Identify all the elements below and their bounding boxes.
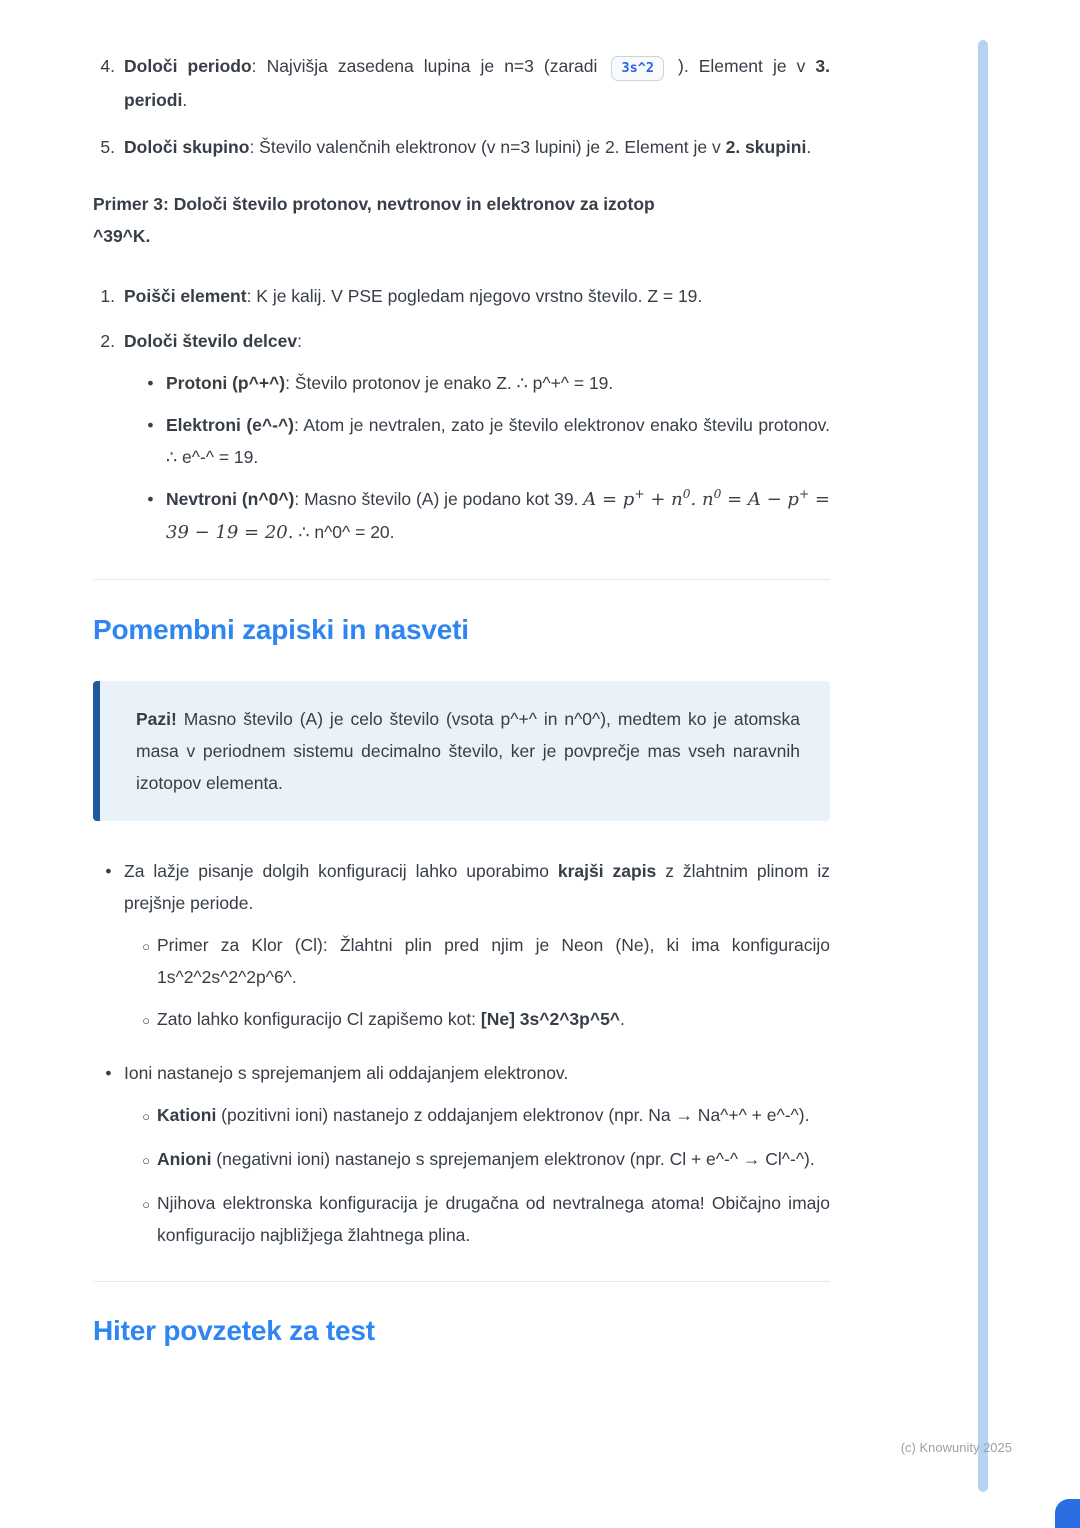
circle-bullet-icon (135, 1187, 157, 1221)
document-content (93, 50, 830, 1348)
list-item-text: Njihova elektronska konfiguracija je drugačna od nevtralnega atoma! Običajno imajo konfiguracijo najbližjega žlahtnega plina. (157, 1193, 830, 1245)
section-divider (93, 1281, 830, 1282)
list-number: 2. (100, 331, 115, 351)
list-item-text: Nevtroni (n^0^): Masno število (A) je podano kot 39. $A = p^+ + n^0$. $n^0 = A - p^+ = 39 - 19 = 20$. ∴ n^0^ = 20. (166, 487, 831, 543)
circle-bullet-icon (135, 929, 157, 963)
bullet-list-item (93, 855, 830, 1037)
bullet-list-item (135, 1143, 830, 1177)
list-item-text: Anioni (negativni ioni) nastanejo s sprejemanjem elektronov (npr. Cl + e^-^ → Cl^-^). (157, 1149, 815, 1169)
list-item-text: Določi periodo: Najvišja zasedena lupina je n=3 (zaradi 3s^2 ). Element je v 3. periodi. (124, 56, 830, 110)
list-number: 4. (100, 56, 115, 76)
bullet-icon (135, 483, 166, 515)
list-item-text: Kationi (pozitivni ioni) nastanejo z oddajanjem elektronov (npr. Na → Na^+^ + e^-^). (157, 1105, 810, 1125)
nested-bullet-list (135, 367, 830, 549)
list-number: 5. (100, 137, 115, 157)
section-heading-notes: Pomembni zapiski in nasveti (93, 614, 469, 645)
bullet-list-item (135, 1187, 830, 1251)
notes-bullet-list (93, 855, 830, 1251)
nested-bullet-list (135, 1099, 830, 1251)
page-edge-stripe (978, 40, 988, 1492)
callout-text: Pazi! Masno število (A) je celo število (vsota p^+^ in n^0^), medtem ko je atomska masa v periodnem sistemu decimalno število, ker je povprečje mas vseh naravnih izotopov elementa. (136, 709, 800, 793)
list-item-text: Ioni nastanejo s sprejemanjem ali oddajanjem elektronov. (124, 1063, 569, 1083)
list-item-text (124, 855, 830, 1037)
footer-credit: (c) Knowunity 2025 (900, 1440, 1012, 1455)
list-item-text: Elektroni (e^-^): Atom je nevtralen, zato je število elektronov enako številu protonov. ∴ e^-^ = 19. (166, 415, 830, 467)
bullet-list-item (135, 483, 830, 549)
bullet-list-item (135, 367, 830, 399)
example-heading: Primer 3: Določi število protonov, nevtronov in elektronov za izotop ^39^K. (93, 194, 655, 246)
bullet-icon (135, 409, 166, 441)
list-item-text (124, 1057, 830, 1251)
list-item-text: Primer za Klor (Cl): Žlahtni plin pred njim je Neon (Ne), ki ima konfiguracijo 1s^2^2s^2^2p^6^. (157, 935, 830, 987)
list-item-text: Določi skupino: Število valenčnih elektronov (v n=3 lupini) je 2. Element je v 2. skupini. (124, 137, 812, 157)
ordered-list-item (93, 50, 830, 116)
ordered-list-item (93, 131, 830, 163)
list-item-text: Določi število delcev: (124, 331, 302, 351)
circle-bullet-icon (135, 1099, 157, 1133)
callout-warning (93, 681, 830, 821)
circle-bullet-icon (135, 1003, 157, 1037)
list-item-text (124, 325, 830, 549)
ordered-list-item (93, 325, 830, 549)
ordered-list-item (93, 280, 830, 312)
bullet-list-item (93, 1057, 830, 1251)
section-divider (93, 579, 830, 580)
list-item-text: Protoni (p^+^): Število protonov je enako Z. ∴ p^+^ = 19. (166, 373, 614, 393)
section-heading-summary: Hiter povzetek za test (93, 1315, 375, 1346)
circle-bullet-icon (135, 1143, 157, 1177)
bullet-list-item (135, 1003, 830, 1037)
page-corner-accent (1055, 1499, 1080, 1528)
list-number: 1. (100, 286, 115, 306)
bullet-list-item (135, 409, 830, 473)
bullet-icon (93, 1057, 124, 1089)
list-item-text: Zato lahko konfiguracijo Cl zapišemo kot: [Ne] 3s^2^3p^5^. (157, 1009, 625, 1029)
nested-bullet-list (135, 929, 830, 1037)
list-item-text: Za lažje pisanje dolgih konfiguracij lahko uporabimo krajši zapis z žlahtnim plinom iz prejšnje periode. (124, 861, 830, 913)
bullet-icon (93, 855, 124, 887)
bullet-icon (135, 367, 166, 399)
bullet-list-item (135, 929, 830, 993)
bullet-list-item (135, 1099, 830, 1133)
list-item-text: Poišči element: K je kalij. V PSE pogledam njegovo vrstno število. Z = 19. (124, 286, 703, 306)
